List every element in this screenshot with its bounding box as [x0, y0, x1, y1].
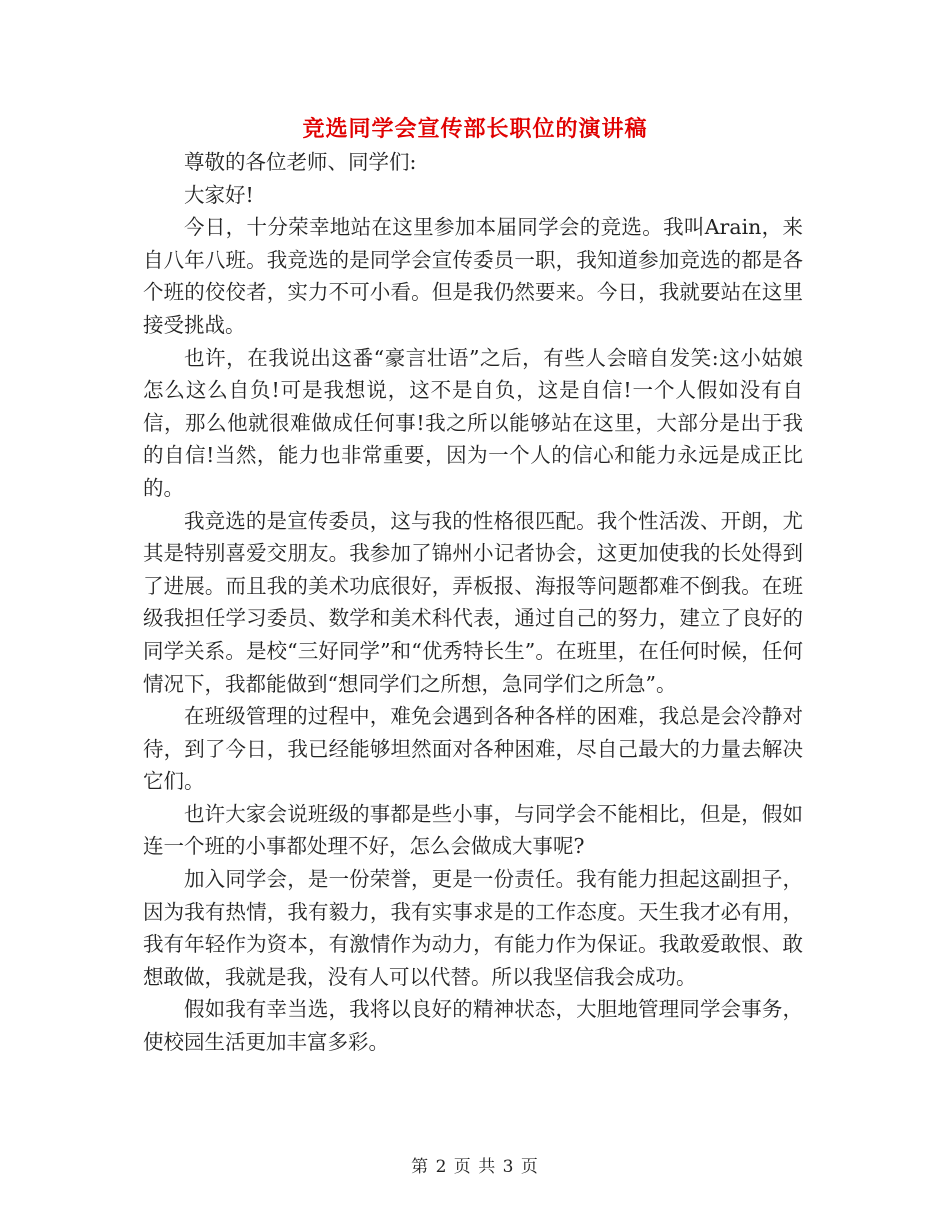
document-body	[143, 146, 803, 1059]
paragraph-small-things: 也许大家会说班级的事都是些小事，与同学会不能相比，但是，假如连一个班的小事都处理不好，怎么会做成大事呢?	[143, 801, 803, 859]
paragraph-salutation: 尊敬的各位老师、同学们:	[184, 150, 417, 174]
page-number-footer: 第 2 页 共 3 页	[411, 1157, 539, 1177]
paragraph-qualifications: 我竞选的是宣传委员，这与我的性格很匹配。我个性活泼、开朗，尤其是特别喜爱交朋友。我参加了锦州小记者协会，这更加使我的长处得到了进展。而且我的美术功底很好，弄板报、海报等问题都难不倒我。在班级我担任学习委员、数学和美术科代表，通过自己的努力，建立了良好的同学关系。是校“三好同学”和“优秀特长生”。在班里，在任何时候，任何情况下，我都能做到“想同学们之所想，急同学们之所急”。	[143, 508, 803, 696]
paragraph-greeting: 大家好!	[184, 182, 254, 207]
paragraph-introduction: 今日，十分荣幸地站在这里参加本届同学会的竞选。我叫Arain，来自八年八班。我竞选的是同学会宣传委员一职，我知道参加竞选的都是各个班的佼佼者，实力不可小看。但是我仍然要来。今日，我就要站在这里接受挑战。	[143, 215, 803, 337]
paragraph-responsibility: 加入同学会，是一份荣誉，更是一份责任。我有能力担起这副担子，因为我有热情，我有毅力，我有实事求是的工作态度。天生我才必有用，我有年轻作为资本，有激情作为动力，有能力作为保证。我敢爱敢恨、敢想敢做，我就是我，没有人可以代替。所以我坚信我会成功。	[143, 867, 803, 989]
paragraph-difficulties: 在班级管理的过程中，难免会遇到各种各样的困难，我总是会冷静对待，到了今日，我已经能够坦然面对各种困难，尽自己最大的力量去解决它们。	[143, 704, 803, 794]
document-title: 竞选同学会宣传部长职位的演讲稿	[302, 116, 648, 142]
paragraph-promise: 假如我有幸当选，我将以良好的精神状态，大胆地管理同学会事务，使校园生活更加丰富多彩。	[143, 997, 803, 1055]
paragraph-confidence: 也许，在我说出这番“豪言壮语”之后，有些人会暗自发笑:这小姑娘怎么这么自负!可是我想说，这不是自负，这是自信!一个人假如没有自信，那么他就很难做成任何事!我之所以能够站在这里，大部分是出于我的自信!当然，能力也非常重要，因为一个人的信心和能力永远是成正比的。	[143, 345, 803, 500]
